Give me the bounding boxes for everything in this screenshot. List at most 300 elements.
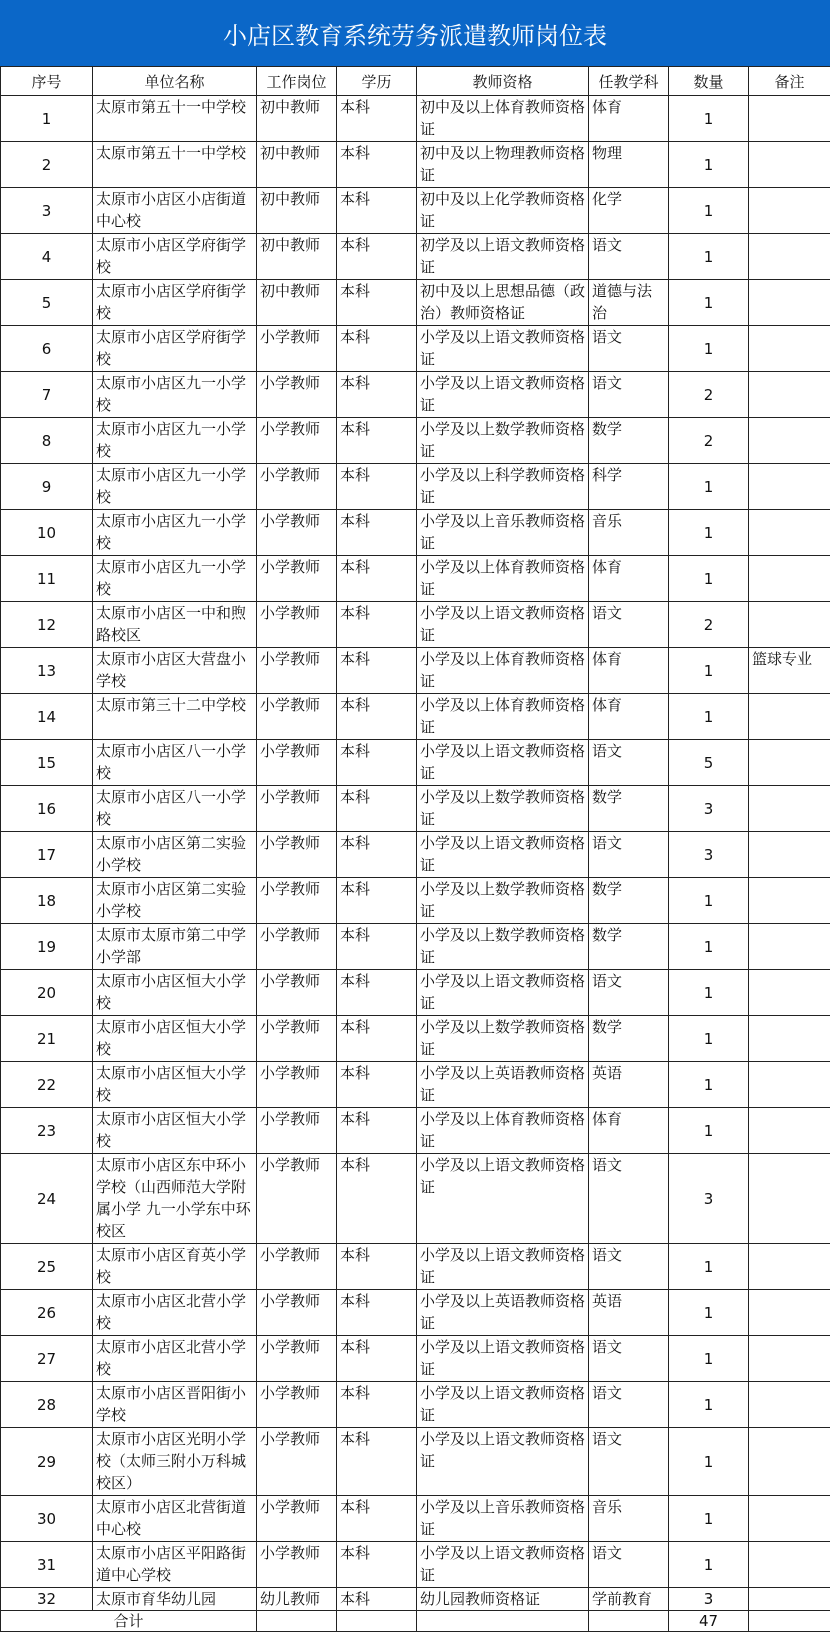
subject: 语文: [589, 326, 669, 372]
remark: [749, 1336, 830, 1382]
position-count: 3: [669, 1154, 749, 1244]
position-count: 2: [669, 372, 749, 418]
subject: 语文: [589, 740, 669, 786]
unit-name: 太原市小店区恒大小学校: [93, 970, 257, 1016]
education: 本科: [337, 1382, 417, 1428]
job-post: 小学教师: [257, 1154, 337, 1244]
position-count: 1: [669, 1108, 749, 1154]
job-post: 小学教师: [257, 924, 337, 970]
position-count: 5: [669, 740, 749, 786]
row-number: 2: [1, 142, 93, 188]
unit-name: 太原市太原市第二中学小学部: [93, 924, 257, 970]
remark: [749, 96, 830, 142]
remark: [749, 970, 830, 1016]
row-number: 5: [1, 280, 93, 326]
subject: 物理: [589, 142, 669, 188]
education: 本科: [337, 418, 417, 464]
table-row: [1, 970, 830, 1016]
row-number: 10: [1, 510, 93, 556]
education: 本科: [337, 832, 417, 878]
table-row: [1, 372, 830, 418]
subject: 科学: [589, 464, 669, 510]
row-number: 11: [1, 556, 93, 602]
education: 本科: [337, 372, 417, 418]
table-row: [1, 510, 830, 556]
table-row: [1, 464, 830, 510]
job-post: 小学教师: [257, 1244, 337, 1290]
teacher-qualification: 初学及以上语文教师资格证: [417, 234, 589, 280]
job-post: 小学教师: [257, 1290, 337, 1336]
position-count: 1: [669, 1542, 749, 1588]
teacher-qualification: 幼儿园教师资格证: [417, 1588, 589, 1611]
table-row: [1, 1108, 830, 1154]
remark: [749, 372, 830, 418]
position-count: 1: [669, 326, 749, 372]
education: 本科: [337, 188, 417, 234]
remark: [749, 510, 830, 556]
remark: [749, 142, 830, 188]
education: 本科: [337, 1542, 417, 1588]
education: 本科: [337, 878, 417, 924]
table-row: [1, 1428, 830, 1496]
row-number: 25: [1, 1244, 93, 1290]
header-row: [1, 67, 830, 96]
table-row: [1, 280, 830, 326]
position-count: 3: [669, 1588, 749, 1611]
subject: 体育: [589, 648, 669, 694]
unit-name: 太原市小店区平阳路街道中心学校: [93, 1542, 257, 1588]
header-cell: 工作岗位: [257, 67, 337, 96]
remark: [749, 1382, 830, 1428]
table-row: [1, 648, 830, 694]
position-count: 2: [669, 602, 749, 648]
table-row: [1, 832, 830, 878]
unit-name: 太原市小店区第二实验小学校: [93, 832, 257, 878]
education: 本科: [337, 142, 417, 188]
unit-name: 太原市小店区学府街学校: [93, 280, 257, 326]
table-row: [1, 142, 830, 188]
job-post: 幼儿教师: [257, 1588, 337, 1611]
remark: [749, 418, 830, 464]
position-count: 1: [669, 96, 749, 142]
unit-name: 太原市第五十一中学校: [93, 142, 257, 188]
subject: 英语: [589, 1062, 669, 1108]
position-count: 3: [669, 832, 749, 878]
education: 本科: [337, 1108, 417, 1154]
subject: 体育: [589, 96, 669, 142]
job-post: 小学教师: [257, 878, 337, 924]
teacher-qualification: 小学及以上体育教师资格证: [417, 556, 589, 602]
remark: [749, 786, 830, 832]
job-post: 小学教师: [257, 1016, 337, 1062]
job-post: 小学教师: [257, 832, 337, 878]
header-cell: 任教学科: [589, 67, 669, 96]
subject: 语文: [589, 602, 669, 648]
table-row: [1, 694, 830, 740]
row-number: 23: [1, 1108, 93, 1154]
unit-name: 太原市小店区北营小学校: [93, 1290, 257, 1336]
job-post: 小学教师: [257, 786, 337, 832]
header-cell: 备注: [749, 67, 830, 96]
unit-name: 太原市小店区九一小学校: [93, 464, 257, 510]
job-post: 小学教师: [257, 556, 337, 602]
education: 本科: [337, 786, 417, 832]
header-cell: 序号: [1, 67, 93, 96]
education: 本科: [337, 464, 417, 510]
unit-name: 太原市小店区恒大小学校: [93, 1016, 257, 1062]
row-number: 21: [1, 1016, 93, 1062]
unit-name: 太原市第五十一中学校: [93, 96, 257, 142]
header-cell: 单位名称: [93, 67, 257, 96]
subject: 化学: [589, 188, 669, 234]
unit-name: 太原市小店区小店街道中心校: [93, 188, 257, 234]
job-post: 小学教师: [257, 648, 337, 694]
position-count: 1: [669, 234, 749, 280]
row-number: 4: [1, 234, 93, 280]
row-number: 6: [1, 326, 93, 372]
unit-name: 太原市小店区八一小学校: [93, 740, 257, 786]
row-number: 24: [1, 1154, 93, 1244]
table-row: [1, 1542, 830, 1588]
row-number: 26: [1, 1290, 93, 1336]
row-number: 17: [1, 832, 93, 878]
remark: [749, 1428, 830, 1496]
unit-name: 太原市小店区一中和煦路校区: [93, 602, 257, 648]
remark: [749, 832, 830, 878]
education: 本科: [337, 1336, 417, 1382]
position-count: 1: [669, 1428, 749, 1496]
table-row: [1, 1244, 830, 1290]
position-count: 1: [669, 648, 749, 694]
teacher-qualification: 小学及以上英语教师资格证: [417, 1290, 589, 1336]
remark: [749, 1108, 830, 1154]
teacher-qualification: 小学及以上数学教师资格证: [417, 924, 589, 970]
position-count: 1: [669, 970, 749, 1016]
position-count: 1: [669, 188, 749, 234]
remark: [749, 1496, 830, 1542]
education: 本科: [337, 602, 417, 648]
education: 本科: [337, 694, 417, 740]
subject: 学前教育: [589, 1588, 669, 1611]
total-count: 47: [669, 1611, 749, 1632]
teacher-qualification: 小学及以上语文教师资格证: [417, 602, 589, 648]
position-count: 1: [669, 280, 749, 326]
table-row: [1, 1382, 830, 1428]
unit-name: 太原市小店区恒大小学校: [93, 1108, 257, 1154]
row-number: 18: [1, 878, 93, 924]
remark: [749, 740, 830, 786]
table-row: [1, 878, 830, 924]
remark: [749, 924, 830, 970]
unit-name: 太原市小店区九一小学校: [93, 372, 257, 418]
subject: 数学: [589, 1016, 669, 1062]
job-post: 小学教师: [257, 1108, 337, 1154]
remark: [749, 1016, 830, 1062]
subject: 语文: [589, 1542, 669, 1588]
subject: 体育: [589, 556, 669, 602]
unit-name: 太原市小店区九一小学校: [93, 556, 257, 602]
total-row: [1, 1611, 830, 1632]
subject: 音乐: [589, 510, 669, 556]
subject: 数学: [589, 878, 669, 924]
education: 本科: [337, 280, 417, 326]
positions-table: [0, 66, 830, 1632]
row-number: 13: [1, 648, 93, 694]
row-number: 14: [1, 694, 93, 740]
teacher-qualification: 小学及以上语文教师资格证: [417, 1336, 589, 1382]
remark: [749, 1062, 830, 1108]
row-number: 1: [1, 96, 93, 142]
job-post: 小学教师: [257, 464, 337, 510]
education: 本科: [337, 1588, 417, 1611]
unit-name: 太原市小店区学府街学校: [93, 234, 257, 280]
unit-name: 太原市小店区学府街学校: [93, 326, 257, 372]
position-count: 1: [669, 1336, 749, 1382]
job-post: 初中教师: [257, 280, 337, 326]
remark: [749, 878, 830, 924]
teacher-qualification: 小学及以上语文教师资格证: [417, 1154, 589, 1244]
position-count: 1: [669, 924, 749, 970]
unit-name: 太原市小店区第二实验小学校: [93, 878, 257, 924]
education: 本科: [337, 1244, 417, 1290]
table-row: [1, 418, 830, 464]
education: 本科: [337, 1062, 417, 1108]
position-count: 1: [669, 1496, 749, 1542]
job-post: 小学教师: [257, 602, 337, 648]
remark: [749, 556, 830, 602]
row-number: 31: [1, 1542, 93, 1588]
table-row: [1, 556, 830, 602]
subject: 道德与法治: [589, 280, 669, 326]
subject: 数学: [589, 418, 669, 464]
remark: [749, 464, 830, 510]
subject: 语文: [589, 832, 669, 878]
teacher-qualification: 小学及以上语文教师资格证: [417, 1428, 589, 1496]
unit-name: 太原市小店区东中环小学校（山西师范大学附属小学 九一小学东中环校区: [93, 1154, 257, 1244]
teacher-qualification: 小学及以上体育教师资格证: [417, 1108, 589, 1154]
teacher-qualification: 小学及以上数学教师资格证: [417, 878, 589, 924]
education: 本科: [337, 234, 417, 280]
job-post: 小学教师: [257, 326, 337, 372]
education: 本科: [337, 1428, 417, 1496]
table-row: [1, 740, 830, 786]
teacher-qualification: 初中及以上思想品德（政治）教师资格证: [417, 280, 589, 326]
remark: [749, 1542, 830, 1588]
table-row: [1, 1290, 830, 1336]
unit-name: 太原市小店区九一小学校: [93, 510, 257, 556]
teacher-qualification: 初中及以上体育教师资格证: [417, 96, 589, 142]
teacher-qualification: 小学及以上数学教师资格证: [417, 786, 589, 832]
job-post: 初中教师: [257, 234, 337, 280]
row-number: 9: [1, 464, 93, 510]
subject: 音乐: [589, 1496, 669, 1542]
unit-name: 太原市小店区北营小学校: [93, 1336, 257, 1382]
table-row: [1, 1154, 830, 1244]
job-post: 小学教师: [257, 1382, 337, 1428]
position-count: 1: [669, 1382, 749, 1428]
job-post: 初中教师: [257, 96, 337, 142]
unit-name: 太原市育华幼儿园: [93, 1588, 257, 1611]
teacher-qualification: 小学及以上语文教师资格证: [417, 1244, 589, 1290]
table-row: [1, 1496, 830, 1542]
subject: 语文: [589, 1336, 669, 1382]
job-post: 小学教师: [257, 372, 337, 418]
unit-name: 太原市小店区北营街道中心校: [93, 1496, 257, 1542]
row-number: 20: [1, 970, 93, 1016]
education: 本科: [337, 1290, 417, 1336]
table-row: [1, 96, 830, 142]
subject: 数学: [589, 786, 669, 832]
teacher-qualification: 小学及以上语文教师资格证: [417, 1542, 589, 1588]
education: 本科: [337, 924, 417, 970]
page-title: 小店区教育系统劳务派遣教师岗位表: [0, 0, 830, 66]
unit-name: 太原市小店区育英小学校: [93, 1244, 257, 1290]
teacher-qualification: 小学及以上数学教师资格证: [417, 418, 589, 464]
teacher-qualification: 小学及以上数学教师资格证: [417, 1016, 589, 1062]
subject: 语文: [589, 1428, 669, 1496]
position-count: 1: [669, 1062, 749, 1108]
subject: 体育: [589, 694, 669, 740]
teacher-qualification: 小学及以上语文教师资格证: [417, 970, 589, 1016]
subject: 语文: [589, 970, 669, 1016]
remark: [749, 326, 830, 372]
position-count: 1: [669, 142, 749, 188]
row-number: 7: [1, 372, 93, 418]
row-number: 27: [1, 1336, 93, 1382]
education: 本科: [337, 1016, 417, 1062]
header-cell: 学历: [337, 67, 417, 96]
teacher-qualification: 小学及以上语文教师资格证: [417, 1382, 589, 1428]
position-count: 1: [669, 1244, 749, 1290]
table-row: [1, 1016, 830, 1062]
table-row: [1, 234, 830, 280]
row-number: 30: [1, 1496, 93, 1542]
teacher-qualification: 小学及以上语文教师资格证: [417, 740, 589, 786]
position-count: 1: [669, 694, 749, 740]
table-row: [1, 786, 830, 832]
education: 本科: [337, 1154, 417, 1244]
table-row: [1, 1062, 830, 1108]
job-post: 小学教师: [257, 694, 337, 740]
job-post: 初中教师: [257, 188, 337, 234]
job-post: 初中教师: [257, 142, 337, 188]
remark: [749, 694, 830, 740]
remark: 篮球专业: [749, 648, 830, 694]
row-number: 29: [1, 1428, 93, 1496]
subject: 英语: [589, 1290, 669, 1336]
row-number: 28: [1, 1382, 93, 1428]
remark: [749, 280, 830, 326]
position-count: 3: [669, 786, 749, 832]
position-count: 2: [669, 418, 749, 464]
education: 本科: [337, 96, 417, 142]
position-count: 1: [669, 510, 749, 556]
unit-name: 太原市小店区光明小学校（太师三附小万科城校区）: [93, 1428, 257, 1496]
unit-name: 太原市小店区恒大小学校: [93, 1062, 257, 1108]
header-cell: 数量: [669, 67, 749, 96]
teacher-qualification: 小学及以上体育教师资格证: [417, 694, 589, 740]
remark: [749, 234, 830, 280]
education: 本科: [337, 556, 417, 602]
teacher-qualification: 小学及以上科学教师资格证: [417, 464, 589, 510]
remark: [749, 1244, 830, 1290]
job-post: 小学教师: [257, 1496, 337, 1542]
education: 本科: [337, 326, 417, 372]
remark: [749, 1154, 830, 1244]
position-count: 1: [669, 464, 749, 510]
table-row: [1, 1336, 830, 1382]
subject: 数学: [589, 924, 669, 970]
row-number: 22: [1, 1062, 93, 1108]
teacher-qualification: 小学及以上音乐教师资格证: [417, 1496, 589, 1542]
row-number: 32: [1, 1588, 93, 1611]
education: 本科: [337, 510, 417, 556]
job-post: 小学教师: [257, 1336, 337, 1382]
education: 本科: [337, 648, 417, 694]
remark: [749, 602, 830, 648]
table-row: [1, 326, 830, 372]
row-number: 16: [1, 786, 93, 832]
remark: [749, 188, 830, 234]
subject: 语文: [589, 372, 669, 418]
job-post: 小学教师: [257, 1062, 337, 1108]
subject: 语文: [589, 1154, 669, 1244]
row-number: 19: [1, 924, 93, 970]
teacher-qualification: 小学及以上体育教师资格证: [417, 648, 589, 694]
remark: [749, 1290, 830, 1336]
unit-name: 太原市小店区九一小学校: [93, 418, 257, 464]
teacher-qualification: 初中及以上物理教师资格证: [417, 142, 589, 188]
position-count: 1: [669, 556, 749, 602]
remark: [749, 1588, 830, 1611]
teacher-qualification: 小学及以上语文教师资格证: [417, 832, 589, 878]
position-count: 1: [669, 1016, 749, 1062]
position-count: 1: [669, 1290, 749, 1336]
education: 本科: [337, 970, 417, 1016]
total-label: 合计: [1, 1611, 257, 1632]
teacher-qualification: 小学及以上语文教师资格证: [417, 372, 589, 418]
job-post: 小学教师: [257, 1542, 337, 1588]
header-cell: 教师资格: [417, 67, 589, 96]
education: 本科: [337, 740, 417, 786]
table-row: [1, 924, 830, 970]
table-row: [1, 602, 830, 648]
teacher-qualification: 小学及以上语文教师资格证: [417, 326, 589, 372]
job-post: 小学教师: [257, 1428, 337, 1496]
unit-name: 太原市小店区晋阳街小学校: [93, 1382, 257, 1428]
subject: 语文: [589, 1244, 669, 1290]
table-row: [1, 1588, 830, 1611]
subject: 语文: [589, 234, 669, 280]
unit-name: 太原市第三十二中学校: [93, 694, 257, 740]
subject: 体育: [589, 1108, 669, 1154]
unit-name: 太原市小店区大营盘小学校: [93, 648, 257, 694]
job-post: 小学教师: [257, 418, 337, 464]
job-post: 小学教师: [257, 740, 337, 786]
row-number: 15: [1, 740, 93, 786]
subject: 语文: [589, 1382, 669, 1428]
row-number: 3: [1, 188, 93, 234]
row-number: 8: [1, 418, 93, 464]
row-number: 12: [1, 602, 93, 648]
job-post: 小学教师: [257, 970, 337, 1016]
unit-name: 太原市小店区八一小学校: [93, 786, 257, 832]
teacher-qualification: 小学及以上音乐教师资格证: [417, 510, 589, 556]
teacher-qualification: 小学及以上英语教师资格证: [417, 1062, 589, 1108]
education: 本科: [337, 1496, 417, 1542]
teacher-qualification: 初中及以上化学教师资格证: [417, 188, 589, 234]
position-count: 1: [669, 878, 749, 924]
